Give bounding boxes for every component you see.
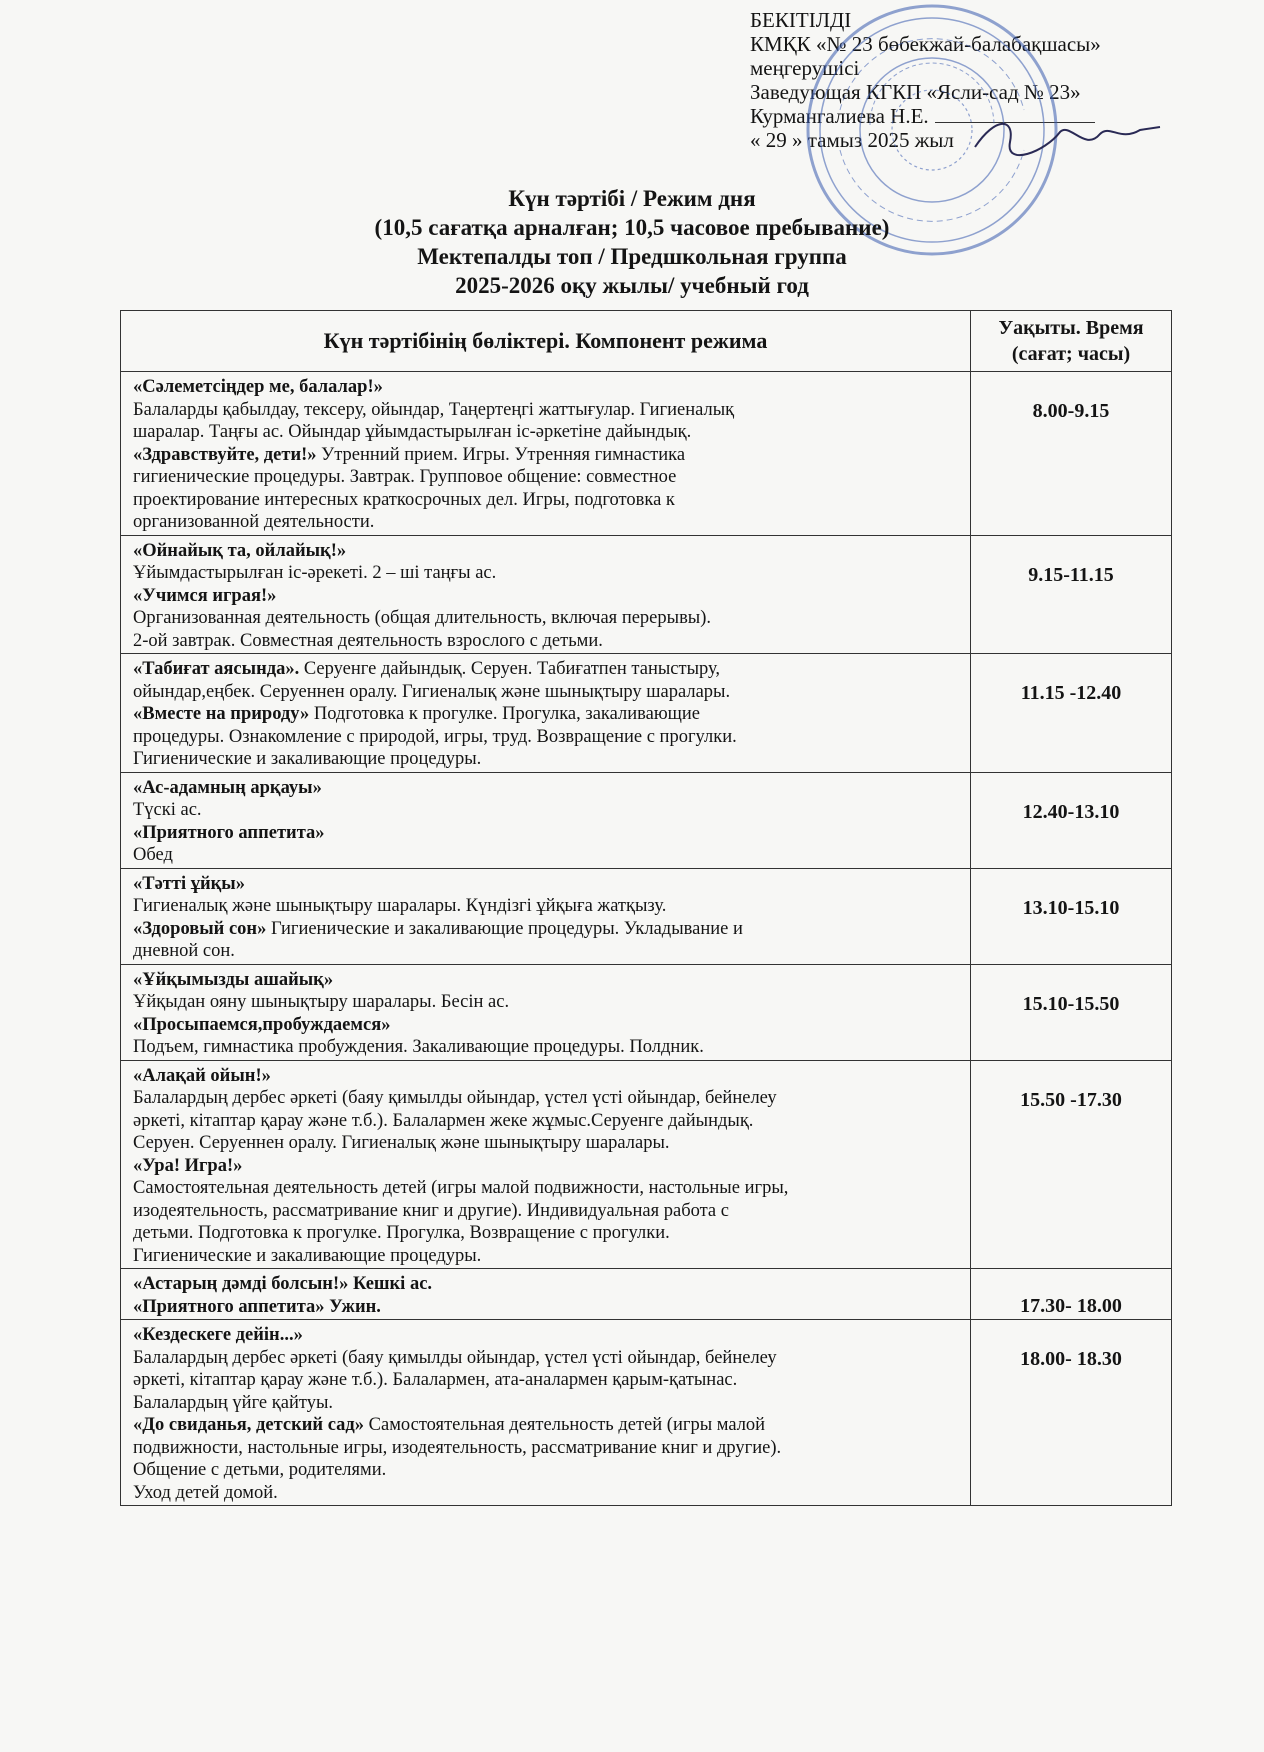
component-line: [133, 1273, 964, 1296]
component-line: [133, 630, 964, 653]
component-heading: «Табиғат аясында».: [133, 659, 300, 679]
component-line: [133, 1482, 964, 1505]
component-meal: Кешкі ас.: [348, 1274, 433, 1294]
component-text: Балалардың дербес әркеті (баяу қимылды ойындар, үстел үсті ойындар, бейнелеу: [133, 1088, 777, 1108]
component-line: [133, 1347, 964, 1370]
component-line: [133, 1014, 964, 1037]
schedule-time: 8.00-9.15: [971, 372, 1172, 536]
component-line: [133, 421, 964, 444]
component-text: әркеті, кітаптар қарау және т.б.). Балалармен, ата-аналармен қарым-қатынас.: [133, 1370, 738, 1390]
component-line: [133, 777, 964, 800]
signature-line: [935, 122, 1095, 123]
header-component: Күн тәртібінің бөліктері. Компонент режима: [121, 311, 971, 372]
component-text: проектирование интересных краткосрочных дел. Игры, подготовка к: [133, 489, 675, 510]
academic-year: 2025-2026 оқу жылы/ учебный год: [455, 273, 809, 298]
component-line: [133, 607, 964, 630]
table-header-row: [121, 311, 1172, 372]
component-text: Общение с детьми, родителями.: [133, 1460, 387, 1480]
component-line: [133, 658, 964, 681]
document-subtitle: (10,5 сағатқа арналған; 10,5 часовое пребывание): [374, 215, 890, 240]
component-line: [133, 918, 964, 941]
component-line: [133, 991, 964, 1014]
component-line: [133, 1036, 964, 1059]
schedule-component: [121, 772, 971, 868]
component-line: [133, 1177, 964, 1200]
header-time-line2: (сағат; часы): [1011, 343, 1131, 365]
schedule-component: [121, 868, 971, 964]
component-line: [133, 1132, 964, 1155]
document-title: Күн тәртібі / Режим дня: [508, 186, 756, 211]
component-line: [133, 1459, 964, 1482]
component-line: [133, 376, 964, 399]
approval-date: « 29 » тамыз 2025 жыл: [750, 128, 954, 152]
component-line: [133, 1087, 964, 1110]
component-line: [133, 726, 964, 749]
component-text: Уход детей домой.: [133, 1482, 278, 1503]
component-line: [133, 940, 964, 963]
component-text: дневной сон.: [133, 941, 235, 961]
component-text: Организованная деятельность (общая длительность, включая перерывы).: [133, 608, 712, 628]
component-line: [133, 1324, 964, 1347]
schedule-time: 9.15-11.15: [971, 535, 1172, 654]
schedule-time: 15.10-15.50: [971, 964, 1172, 1060]
component-text: Гигиеналық және шынықтыру шаралары. Күндізгі ұйқыға жатқызу.: [133, 896, 667, 916]
component-line: [133, 969, 964, 992]
component-line: [133, 489, 964, 512]
component-heading: «До свиданья, детский сад»: [133, 1415, 365, 1435]
schedule-component: [121, 372, 971, 536]
schedule-time: 15.50 -17.30: [971, 1060, 1172, 1269]
table-row: [121, 1269, 1172, 1320]
component-heading: «Алақай ойын!»: [133, 1065, 271, 1086]
table-row: [121, 654, 1172, 773]
component-line: [133, 1155, 964, 1178]
component-heading: «Приятного аппетита»: [133, 822, 325, 843]
component-line: [133, 540, 964, 563]
component-line: [133, 1392, 964, 1415]
component-text: Самостоятельная деятельность детей (игры малой подвижности, настольные игры,: [133, 1178, 789, 1198]
component-text: Ұйқыдан ояну шынықтыру шаралары. Бесін ас.: [133, 992, 510, 1012]
component-text: Гигиенические и закаливающие процедуры.: [133, 749, 482, 769]
component-heading: «Сәлеметсіңдер ме, балалар!»: [133, 377, 383, 397]
component-text: Самостоятельная деятельность детей (игры малой: [364, 1415, 766, 1435]
component-text: Балалардың дербес әркеті (баяу қимылды ойындар, үстел үсті ойындар, бейнелеу: [133, 1347, 777, 1368]
schedule-time: 13.10-15.10: [971, 868, 1172, 964]
component-line: [133, 585, 964, 608]
component-text: Утренний прием. Игры. Утренняя гимнастика: [316, 444, 686, 465]
schedule-component: [121, 1060, 971, 1269]
component-text: Серуен. Серуеннен оралу. Гигиеналық және шынықтыру шаралары.: [133, 1133, 670, 1153]
component-text: Подъем, гимнастика пробуждения. Закаливающие процедуры. Полдник.: [133, 1037, 704, 1057]
component-line: [133, 844, 964, 867]
table-row: [121, 372, 1172, 536]
table-row: [121, 1060, 1172, 1269]
schedule-component: [121, 654, 971, 773]
component-heading: «Кездескеге дейін...»: [133, 1325, 303, 1345]
component-text: Балалардың үйге қайтуы.: [133, 1392, 333, 1413]
schedule-time: 18.00- 18.30: [971, 1320, 1172, 1506]
component-line: [133, 399, 964, 422]
header-time-line1: Уақыты. Время: [998, 317, 1144, 339]
component-line: [133, 1222, 964, 1245]
component-line: [133, 1245, 964, 1268]
document-title-block: [0, 184, 1264, 300]
component-line: [133, 822, 964, 845]
component-heading: «Просыпаемся,пробуждаемся»: [133, 1014, 391, 1035]
component-heading: «Ойнайық та, ойлайық!»: [133, 540, 347, 561]
component-heading: «Тәтті ұйқы»: [133, 873, 246, 894]
header-time: [971, 311, 1172, 372]
approval-line: меңгерушісі: [750, 56, 860, 80]
schedule-component: [121, 1269, 971, 1320]
component-line: [133, 444, 964, 467]
approver-name: Курмангалиева Н.Е.: [750, 104, 929, 128]
component-text: 2-ой завтрак. Совместная деятельность взрослого с детьми.: [133, 630, 603, 651]
table-row: [121, 964, 1172, 1060]
component-line: [133, 703, 964, 726]
component-text: ойындар,еңбек. Серуеннен оралу. Гигиеналық және шынықтыру шаралары.: [133, 681, 731, 702]
component-text: Гигиенические и закаливающие процедуры. Укладывание и: [266, 918, 743, 939]
table-row: [121, 1320, 1172, 1506]
schedule-time: 12.40-13.10: [971, 772, 1172, 868]
component-text: гигиенические процедуры. Завтрак. Групповое общение: совместное: [133, 467, 677, 487]
component-line: [133, 895, 964, 918]
component-line: [133, 511, 964, 534]
component-text: Гигиенические и закаливающие процедуры.: [133, 1245, 482, 1266]
schedule-component: [121, 535, 971, 654]
group-name: Мектепалды топ / Предшкольная группа: [417, 244, 847, 269]
component-text: изодеятельность, рассматривание книг и другие). Индивидуальная работа с: [133, 1200, 729, 1221]
component-text: Обед: [133, 845, 173, 865]
component-line: [133, 1200, 964, 1223]
approval-block: [750, 8, 1101, 152]
component-line: [133, 1437, 964, 1460]
approval-line: [750, 104, 1101, 128]
component-text: Балаларды қабылдау, тексеру, ойындар, Таңертеңгі жаттығулар. Гигиеналық: [133, 399, 735, 420]
component-heading: «Вместе на природу»: [133, 704, 310, 724]
component-line: [133, 799, 964, 822]
component-line: [133, 681, 964, 704]
approval-line: КМҚК «№ 23 бөбекжай-балабақшасы»: [750, 32, 1101, 56]
component-text: Түскі ас.: [133, 800, 202, 820]
component-heading: «Ұйқымызды ашайық»: [133, 969, 334, 990]
table-row: [121, 535, 1172, 654]
component-text: Подготовка к прогулке. Прогулка, закаливающие: [309, 704, 701, 724]
component-text: организованной деятельности.: [133, 512, 375, 532]
schedule-component: [121, 1320, 971, 1506]
table-row: [121, 772, 1172, 868]
component-line: [133, 873, 964, 896]
component-line: [133, 562, 964, 585]
approval-line: Заведующая КГКП «Ясли-сад № 23»: [750, 80, 1081, 104]
component-text: подвижности, настольные игры, изодеятельность, рассматривание книг и другие).: [133, 1437, 782, 1458]
schedule-component: [121, 964, 971, 1060]
component-heading: «Астарың дәмді болсын!»: [133, 1274, 349, 1294]
component-heading: «Приятного аппетита»: [133, 1296, 325, 1317]
component-text: шаралар. Таңғы ас. Ойындар ұйымдастырылған іс-әркетіне дайындық.: [133, 422, 692, 442]
schedule-time: 17.30- 18.00: [971, 1269, 1172, 1320]
component-heading: «Ура! Игра!»: [133, 1155, 243, 1176]
component-line: [133, 748, 964, 771]
schedule-time: 11.15 -12.40: [971, 654, 1172, 773]
component-heading: «Здоровый сон»: [133, 918, 267, 939]
daily-schedule-table: [120, 310, 1172, 1506]
component-heading: «Здравствуйте, дети!»: [133, 444, 317, 465]
component-line: [133, 1414, 964, 1437]
component-meal: Ужин.: [324, 1296, 381, 1317]
component-heading: «Учимся играя!»: [133, 585, 277, 606]
component-line: [133, 1065, 964, 1088]
component-text: әркеті, кітаптар қарау және т.б.). Балалармен жеке жұмыс.Серуенге дайындық.: [133, 1110, 754, 1131]
component-heading: «Ас-адамның арқауы»: [133, 777, 322, 798]
component-line: [133, 1369, 964, 1392]
component-text: процедуры. Ознакомление с природой, игры, труд. Возвращение с прогулки.: [133, 726, 737, 747]
table-row: [121, 868, 1172, 964]
component-line: [133, 1110, 964, 1133]
component-line: [133, 1296, 964, 1319]
component-line: [133, 466, 964, 489]
component-text: Ұйымдастырылған іс-әрекеті. 2 – ші таңғы ас.: [133, 563, 497, 583]
component-text: Серуенге дайындық. Серуен. Табиғатпен таныстыру,: [299, 659, 721, 679]
component-text: детьми. Подготовка к прогулке. Прогулка, Возвращение с прогулки.: [133, 1223, 670, 1243]
approval-line: БЕКІТІЛДІ: [750, 8, 852, 32]
